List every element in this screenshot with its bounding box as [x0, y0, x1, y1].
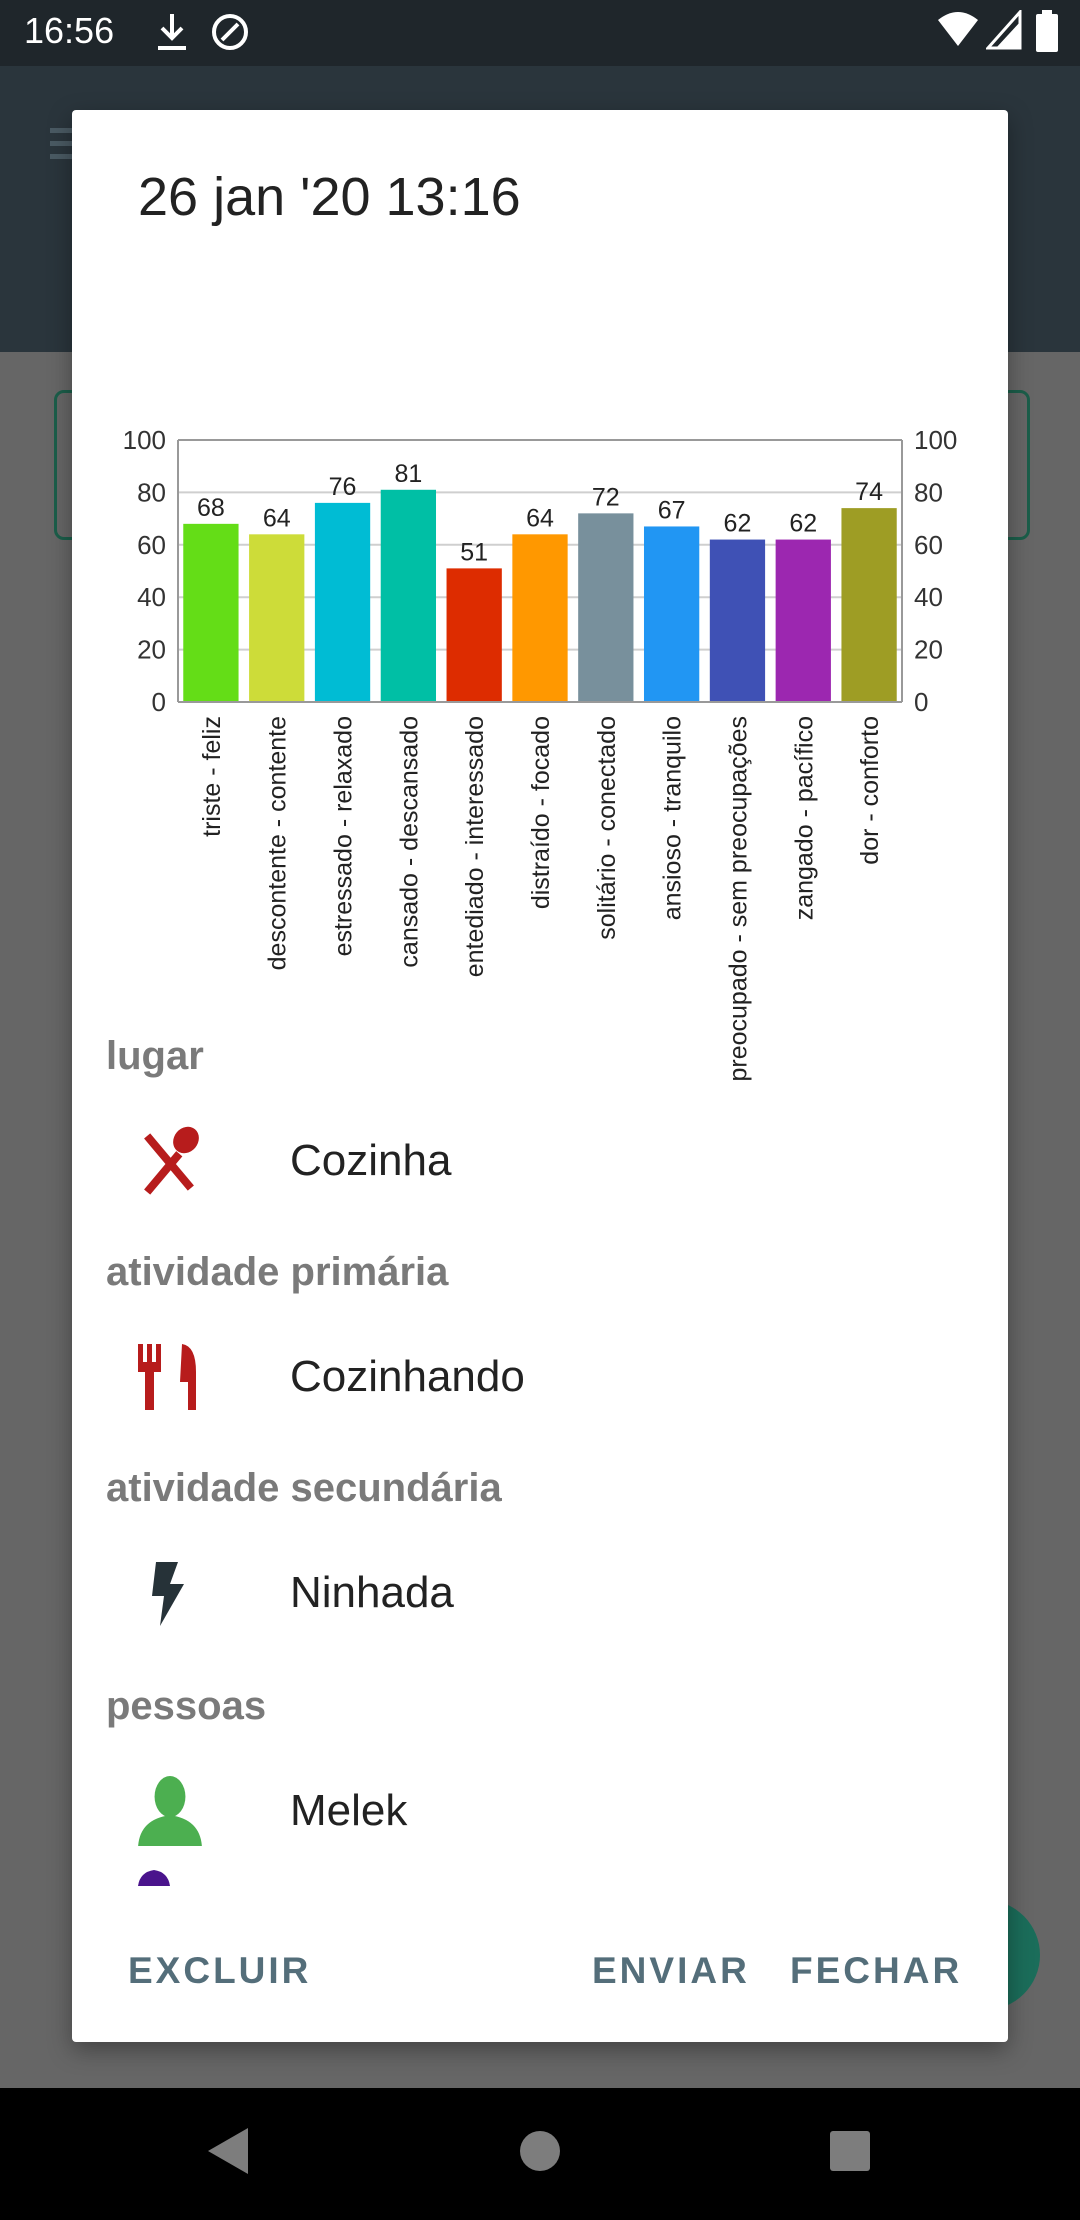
y-tick-label-right: 60 — [914, 529, 943, 560]
bar — [512, 534, 567, 702]
category-label: ansioso - tranquilo — [658, 716, 687, 921]
bar — [183, 524, 238, 702]
y-tick-label-left: 20 — [137, 634, 166, 665]
back-icon[interactable] — [204, 2126, 250, 2176]
primary-activity-item[interactable] — [126, 1336, 926, 1426]
y-tick-label-left: 0 — [151, 687, 166, 717]
bar — [644, 526, 699, 702]
category-label: triste - feliz — [197, 716, 226, 837]
category-label: solitário - conectado — [592, 716, 621, 940]
category-label: zangado - pacífico — [790, 716, 819, 921]
delete-button[interactable]: EXCLUIR — [128, 1950, 312, 1991]
place-item[interactable] — [126, 1120, 926, 1210]
status-bar — [0, 0, 1080, 66]
y-tick-label-left: 80 — [137, 477, 166, 508]
bar — [776, 540, 831, 702]
bar-value-label: 64 — [526, 504, 554, 533]
bar-value-label: 72 — [591, 483, 620, 512]
category-label: preocupado - sem preocupações — [724, 716, 753, 1082]
bar-value-label: 68 — [197, 493, 225, 522]
sync-icon — [208, 10, 252, 54]
bar-value-label: 51 — [460, 538, 489, 567]
utensils-cross-icon — [134, 1126, 204, 1196]
y-tick-label-left: 60 — [137, 529, 166, 560]
bar-value-label: 67 — [657, 496, 686, 525]
bar — [841, 508, 896, 702]
secondary-activity-item[interactable] — [126, 1552, 926, 1642]
section-label-primary-activity: atividade primária — [106, 1250, 449, 1294]
signal-icon — [986, 10, 1022, 50]
section-label-people: pessoas — [106, 1684, 267, 1728]
bar-value-label: 62 — [789, 509, 818, 538]
section-label-secondary-activity: atividade secundária — [106, 1466, 502, 1510]
place-name: Cozinha — [290, 1136, 452, 1185]
bar-value-label: 76 — [328, 472, 357, 501]
status-time: 16:56 — [24, 10, 115, 51]
navigation-bar — [0, 2088, 1080, 2220]
bar — [710, 540, 765, 702]
wifi-icon — [936, 10, 980, 50]
bar-value-label: 74 — [855, 478, 883, 507]
battery-icon — [1036, 10, 1058, 52]
bar — [315, 503, 370, 702]
primary-activity-name: Cozinhando — [290, 1352, 525, 1401]
recents-icon[interactable] — [828, 2126, 872, 2176]
download-icon — [152, 10, 192, 54]
y-tick-label-left: 100 — [122, 425, 166, 455]
y-tick-label-right: 100 — [914, 425, 958, 455]
bar-value-label: 62 — [723, 509, 752, 538]
lightning-icon — [134, 1558, 204, 1628]
category-label: descontente - contente — [263, 716, 292, 971]
bar — [578, 513, 633, 702]
secondary-activity-name: Ninhada — [290, 1568, 454, 1617]
close-button[interactable]: FECHAR — [790, 1950, 963, 1991]
bar — [381, 490, 436, 702]
category-label: dor - conforto — [856, 716, 885, 865]
category-label: distraído - focado — [527, 716, 555, 910]
y-tick-label-right: 20 — [914, 634, 943, 665]
y-tick-label-left: 40 — [137, 582, 166, 613]
y-tick-label-right: 0 — [914, 687, 929, 717]
bar — [447, 568, 502, 702]
bar-value-label: 81 — [394, 459, 423, 488]
category-label: estressado - relaxado — [329, 716, 358, 957]
dialog-title: 26 jan '20 13:16 — [138, 167, 521, 227]
bar-value-label: 64 — [262, 504, 291, 533]
partial-person-icon — [134, 1866, 174, 1886]
mood-chart — [72, 290, 1008, 1110]
person-item[interactable] — [126, 1770, 926, 1860]
y-tick-label-right: 80 — [914, 477, 943, 508]
bar — [249, 534, 304, 702]
category-label: entediado - interessado — [461, 716, 490, 978]
mood-bar-chart — [72, 290, 1008, 1110]
person-name: Melek — [290, 1786, 408, 1835]
person-icon — [134, 1770, 206, 1850]
section-label-place: lugar — [106, 1034, 204, 1078]
category-label: cansado - descansado — [395, 716, 424, 968]
fork-knife-icon — [134, 1342, 204, 1412]
entry-detail-dialog — [72, 110, 1008, 2042]
send-button[interactable]: ENVIAR — [592, 1950, 750, 1991]
y-tick-label-right: 40 — [914, 582, 943, 613]
home-icon[interactable] — [518, 2126, 562, 2176]
